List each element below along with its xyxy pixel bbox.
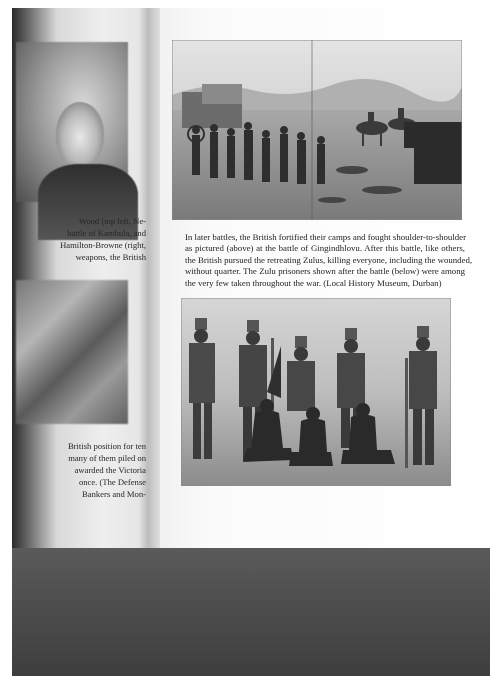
caption-line: as pictured (above) at the battle of Gingindhlovu. After this battle, like others, (185, 243, 465, 254)
left-caption-line: Wood (top left, Ne- (78, 216, 146, 226)
battle-engraving-svg (172, 40, 462, 220)
left-caption-line: awarded the Victoria (74, 465, 146, 475)
scanner-background (12, 548, 490, 676)
prisoners-photo (181, 298, 451, 486)
left-caption-bottom (26, 440, 146, 500)
caption-line: the very few taken throughout the war. (Local History Museum, Durban) (185, 277, 442, 288)
left-caption-line: once. (The Defense (78, 477, 146, 487)
battle-engraving-top (172, 40, 462, 220)
left-caption-line: Hamilton-Browne (right, (60, 240, 146, 250)
prisoners-photo-svg (181, 298, 451, 486)
left-caption-line: many of them piled on (68, 453, 146, 463)
left-caption-line: battle of Kambula, and (67, 228, 146, 238)
portrait-photo (16, 42, 128, 202)
left-caption-top (26, 215, 146, 263)
portrait-head (56, 102, 104, 166)
left-caption-line: weapons, the British (75, 252, 146, 262)
caption-line: the British pursued the retreating Zulus, killing everyone, including the wounded, (185, 254, 473, 265)
left-caption-line: British position for ten (67, 441, 146, 451)
caption-line: without quarter. The Zulu prisoners shown after the battle (below) were among (185, 266, 465, 277)
left-caption-line: Bankers and Mon- (82, 489, 146, 499)
caption-line: In later battles, the British fortified their camps and fought shoulder-to-shoulder (185, 232, 467, 242)
photo-caption (185, 232, 473, 289)
battle-photo-left (16, 280, 128, 424)
